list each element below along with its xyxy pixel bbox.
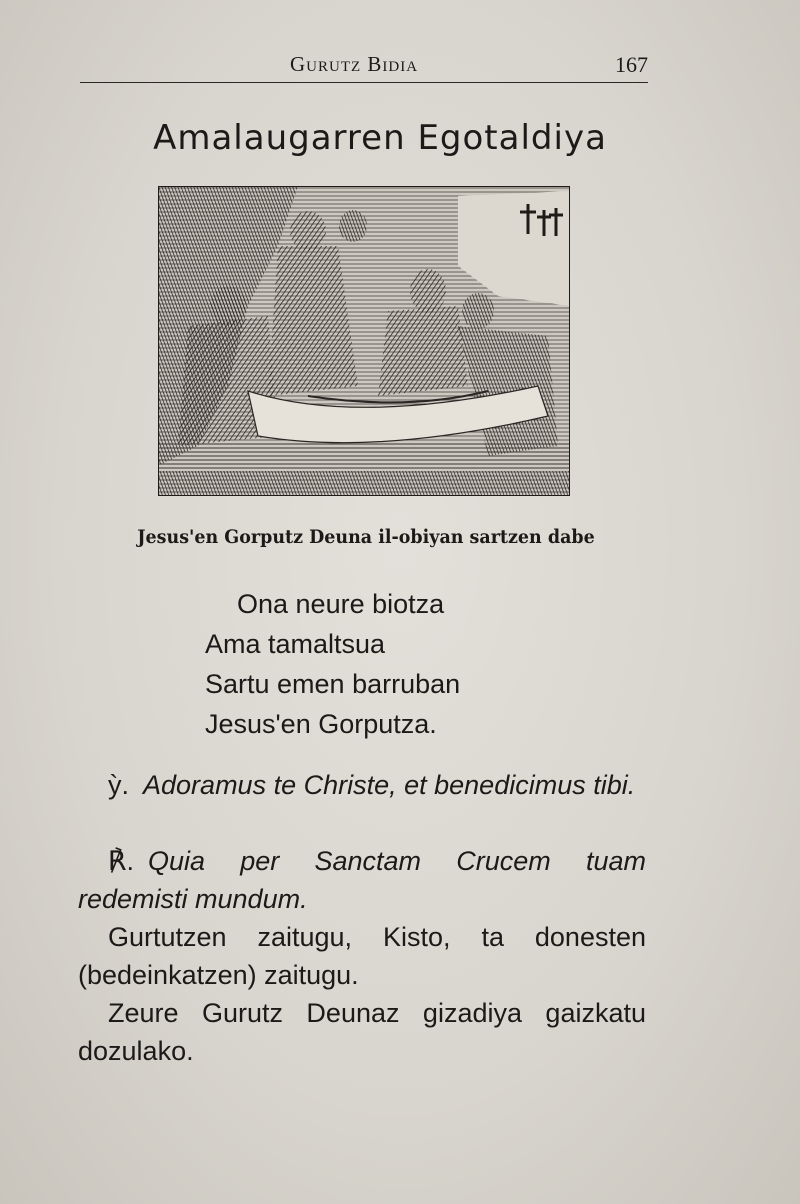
response-marker: ℟. — [108, 846, 134, 876]
illustration-caption: Jesus'en Gorputz Deuna il-obiyan sartzen dabe — [137, 526, 595, 548]
verse-line: Ama tamaltsua — [205, 629, 386, 659]
running-head-title: Gurutz Bidia — [290, 52, 419, 76]
section-title: Amalaugarren Egotaldiya — [153, 118, 607, 158]
response-text: Quia per Sanctam Crucem tuam redemisti mundum. — [78, 846, 646, 914]
body-paragraph: Gurtutzen zaitugu, Kisto, ta donesten (bedeinkatzen) zaitugu. — [78, 922, 646, 990]
verse-line: Sartu emen barruban — [205, 669, 461, 699]
body-paragraph: Zeure Gurutz Deunaz gizadiya gaizkatu dozulako. — [78, 998, 646, 1066]
engraving-illustration — [158, 186, 570, 496]
response-paragraph — [78, 842, 646, 918]
verse-line: Ona neure biotza — [237, 589, 445, 619]
verse-line: Jesus'en Gorputza. — [205, 709, 437, 739]
page-number: 167 — [615, 52, 648, 77]
versicle-text: Adoramus te Christe, et benedicimus tibi. — [143, 770, 636, 800]
versicle-marker: ỳ. — [108, 770, 130, 800]
running-head — [80, 52, 648, 83]
versicle-paragraph — [78, 766, 646, 804]
